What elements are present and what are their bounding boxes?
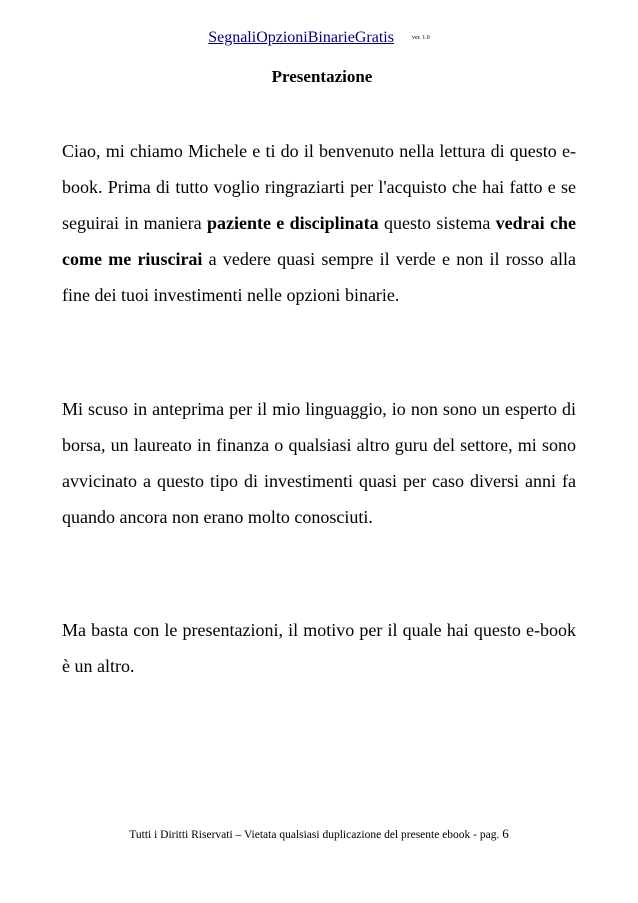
paragraph-welcome	[62, 133, 576, 313]
footer-copyright: Tutti i Diritti Riservati – Vietata qualsiasi duplicazione del presente ebook - pag.	[129, 829, 503, 841]
site-name-link[interactable]: SegnaliOpzioniBinarieGratis	[208, 29, 394, 46]
page-header	[0, 28, 638, 48]
page-title: Presentazione	[271, 67, 373, 86]
paragraph-text: questo sistema	[378, 213, 496, 233]
page-number: 6	[502, 826, 509, 841]
page-footer	[0, 826, 638, 843]
bold-phrase: paziente e disciplinata	[206, 213, 379, 233]
paragraph-apology: Mi scuso in anteprima per il mio linguaggio, io non sono un esperto di borsa, un laureato in finanza o qualsiasi altro guru del settore, mi sono avvicinato a questo tipo di investimenti quasi per caso diversi anni fa quando ancora non erano molto conosciuti.	[62, 399, 576, 527]
version-label: ver. 1.0	[411, 35, 430, 42]
bold-phrase: vedrai che come me riuscirai	[62, 213, 576, 269]
paragraph-text: Ciao, mi chiamo Michele e ti do il benvenuto nella lettura di questo e-book. Prima di tutto voglio ringraziarti per l'acquisto che hai fatto e se seguirai in maniera	[62, 141, 576, 233]
paragraph-text: a vedere quasi sempre il verde e non il rosso alla fine dei tuoi investimenti nelle opzioni binarie.	[62, 249, 576, 305]
paragraph-purpose: Ma basta con le presentazioni, il motivo per il quale hai questo e-book è un altro.	[62, 620, 576, 676]
